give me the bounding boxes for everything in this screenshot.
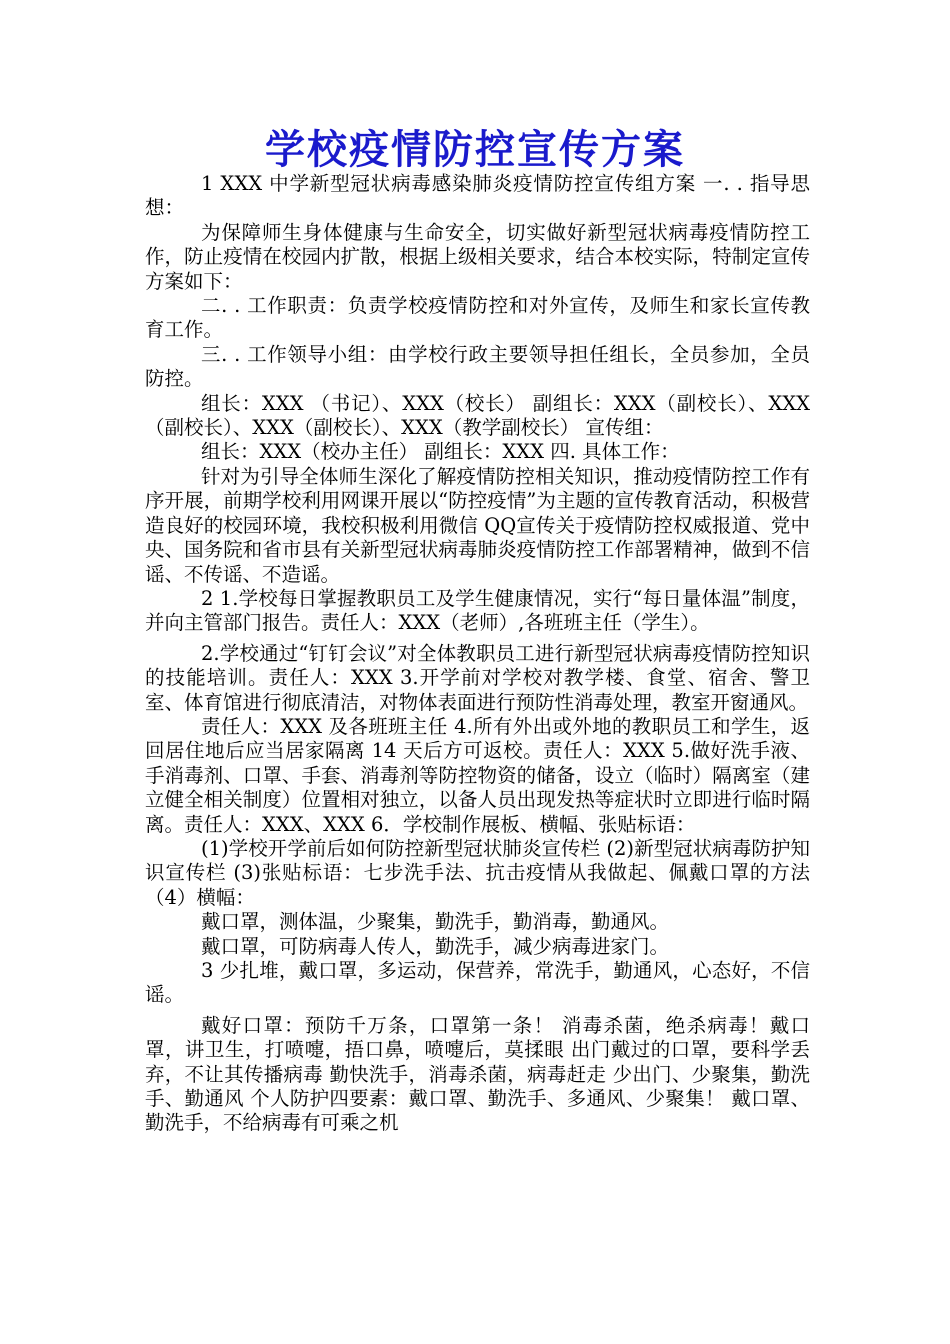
paragraph: 戴口罩，测体温，少聚集，勤洗手，勤消毒，勤通风。: [201, 910, 670, 934]
paragraph: 二. . 工作职责：负责学校疫情防控和对外宣传，及师生和家长宣传教育工作。: [145, 294, 810, 342]
paragraph: 2.学校通过“钉钉会议”对全体教职员工进行新型冠状病毒疫情防控知识的技能培训。责任人：XXX 3.开学前对学校对教学楼、食堂、宿舍、警卫室、体育馆进行彻底清洁，对物体表面进行预防性消毒处理，教室开窗通风。: [145, 641, 810, 714]
paragraph: 1 XXX 中学新型冠状病毒感染肺炎疫情防控宣传组方案 一. . 指导思想：: [145, 172, 810, 220]
paragraph: (1)学校开学前后如何防控新型冠状肺炎宣传栏 (2)新型冠状病毒防护知识宣传栏 (3)张贴标语：七步洗手法、抗击疫情从我做起、佩戴口罩的方法 （4）横幅：: [145, 836, 810, 909]
paragraph: 3 少扎堆，戴口罩，多运动，保营养，常洗手，勤通风，心态好，不信谣。: [145, 959, 810, 1007]
paragraph: 戴好口罩：预防千万条，口罩第一条！ 消毒杀菌，绝杀病毒！戴口罩，讲卫生，打喷嚏，捂口鼻，喷嚏后，莫揉眼 出门戴过的口罩，要科学丢弃，不让其传播病毒 勤快洗手，消毒杀菌，病毒赶走 少出门、少聚集，勤洗手、勤通风 个人防护四要素：戴口罩、勤洗手、多通风、少聚集！ 戴口罩、勤洗手，不给病毒有可乘之机: [145, 1013, 810, 1135]
paragraph: 组长：XXX（校办主任） 副组长：XXX 四. 具体工作：: [201, 440, 680, 464]
paragraph: 戴口罩，可防病毒人传人，勤洗手，减少病毒进家门。: [201, 934, 670, 958]
document-title: 学校疫情防控宣传方案: [265, 126, 685, 173]
paragraph: 三. . 工作领导小组：由学校行政主要领导担任组长，全员参加，全员防控。: [145, 342, 810, 391]
paragraph: 责任人：XXX 及各班班主任 4.所有外出或外地的教职员工和学生，返回居住地后应当居家隔离 14 天后方可返校。责任人：XXX 5.做好洗手液、手消毒剂、口罩、手套、消毒剂等防控物资的储备，设立（临时）隔离室（建立健全相关制度）位置相对独立，以备人员出现发热等症状时立即进行临时隔离。责任人：XXX、XXX 6．学校制作展板、横幅、张贴标语：: [145, 714, 810, 836]
paragraph: 2 1.学校每日掌握教职员工及学生健康情况，实行“每日量体温”制度，并向主管部门报告。责任人：XXX（老师）,各班班主任（学生）。: [145, 586, 810, 635]
paragraph: 组长：XXX （书记）、XXX（校长） 副组长：XXX（副校长）、XXX（副校长）、XXX（副校长）、XXX（教学副校长） 宣传组：: [145, 391, 810, 440]
paragraph: 为保障师生身体健康与生命安全，切实做好新型冠状病毒疫情防控工作，防止疫情在校园内扩散，根据上级相关要求，结合本校实际，特制定宣传方案如下：: [145, 220, 810, 293]
paragraph: 针对为引导全体师生深化了解疫情防控相关知识，推动疫情防控工作有序开展，前期学校利用网课开展以“防控疫情”为主题的宣传教育活动，积极营造良好的校园环境，我校积极利用微信 QQ宣传关于疫情防控权威报道、党中央、国务院和省市县有关新型冠状病毒肺炎疫情防控工作部署精神，做到不信谣、不传谣、不造谣。: [145, 464, 810, 586]
document-body: [145, 172, 810, 1136]
